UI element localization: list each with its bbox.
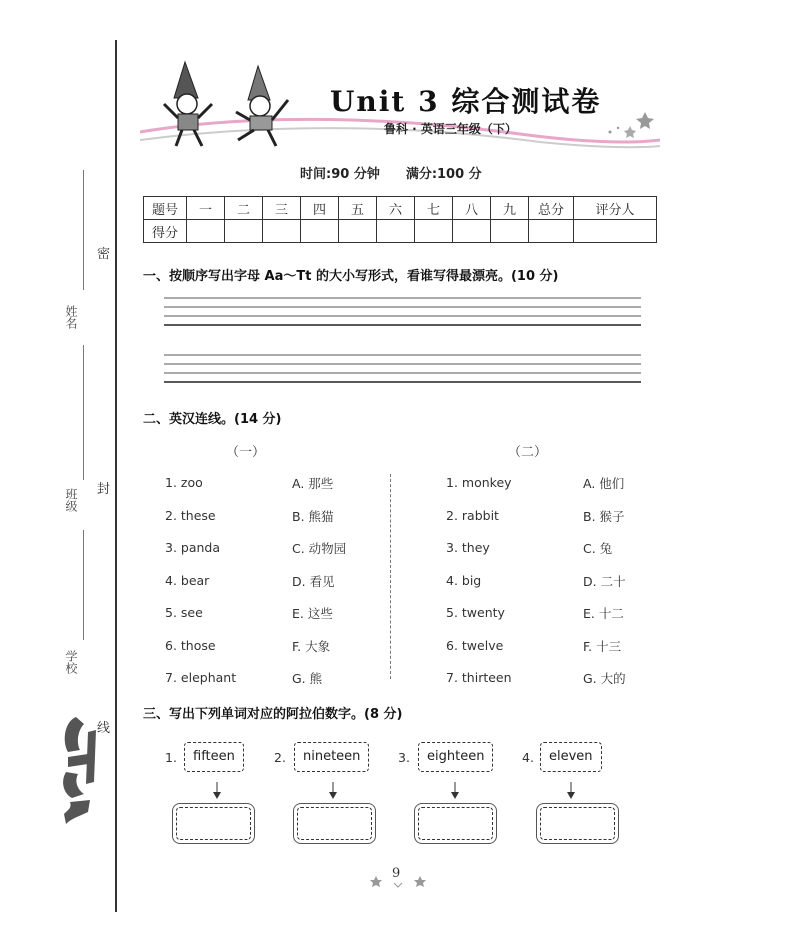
match-item-right[interactable]: C. 动物园 <box>292 541 347 556</box>
match-item-left[interactable]: 7. thirteen <box>446 670 512 685</box>
score-input-cell[interactable] <box>225 220 263 243</box>
match-item-right[interactable]: D. 看见 <box>292 574 335 589</box>
question-number: 4. <box>522 750 534 765</box>
exam-time-info: 时间:90 分钟 满分:100 分 <box>300 167 482 182</box>
kid-illustration-right <box>236 66 288 146</box>
match-item-right[interactable]: C. 兔 <box>583 541 613 556</box>
table-cell: 二 <box>225 197 263 220</box>
table-cell: 总分 <box>529 197 574 220</box>
name-field-label: 姓名 <box>64 305 78 329</box>
class-field-label: 班级 <box>64 488 78 512</box>
match-item-left[interactable]: 1. zoo <box>165 475 203 490</box>
score-input-cell[interactable] <box>301 220 339 243</box>
name-underline <box>83 170 84 290</box>
score-input-cell[interactable] <box>529 220 574 243</box>
match-item-right[interactable]: B. 熊猫 <box>292 509 334 524</box>
match-item-right[interactable]: A. 那些 <box>292 476 334 491</box>
table-cell: 四 <box>301 197 339 220</box>
match-item-left[interactable]: 5. twenty <box>446 605 505 620</box>
score-table-header-row <box>144 197 657 220</box>
table-cell: 九 <box>491 197 529 220</box>
table-cell: 一 <box>187 197 225 220</box>
page-subtitle: 鲁科 · 英语三年级（下） <box>384 122 517 136</box>
answer-box[interactable] <box>540 807 615 840</box>
match-item-right[interactable]: D. 二十 <box>583 574 626 589</box>
match-item-right[interactable]: A. 他们 <box>583 476 625 491</box>
match-item-left[interactable]: 2. these <box>165 508 216 523</box>
table-cell: 得分 <box>144 220 187 243</box>
score-input-cell[interactable] <box>377 220 415 243</box>
score-input-cell[interactable] <box>453 220 491 243</box>
table-cell: 评分人 <box>574 197 657 220</box>
number-word-box: nineteen <box>294 742 369 772</box>
down-arrow-icon <box>212 782 222 800</box>
handwriting-lines[interactable] <box>164 297 641 393</box>
section2-title: 二、英汉连线。(14 分) <box>143 412 282 427</box>
question-number: 2. <box>274 750 286 765</box>
match-item-right[interactable]: G. 熊 <box>292 671 323 686</box>
match-item-right[interactable]: G. 大的 <box>583 671 626 686</box>
group2-label: （二） <box>508 445 548 460</box>
answer-box[interactable] <box>176 807 251 840</box>
score-table <box>143 196 657 243</box>
class-underline <box>83 345 84 480</box>
down-arrow-icon <box>328 782 338 800</box>
section3-title: 三、写出下列单词对应的阿拉伯数字。(8 分) <box>143 707 403 722</box>
score-input-cell[interactable] <box>263 220 301 243</box>
school-field-label: 学校 <box>64 650 78 674</box>
brand-logo <box>54 712 104 832</box>
match-item-right[interactable]: F. 十三 <box>583 639 622 654</box>
binding-margin-line <box>115 40 117 912</box>
answer-box[interactable] <box>418 807 493 840</box>
number-word-box: eleven <box>540 742 602 772</box>
match-item-left[interactable]: 6. those <box>165 638 216 653</box>
match-item-right[interactable]: E. 十二 <box>583 606 624 621</box>
table-cell: 八 <box>453 197 491 220</box>
score-input-cell[interactable] <box>491 220 529 243</box>
match-item-left[interactable]: 4. big <box>446 573 482 588</box>
match-item-right[interactable]: F. 大象 <box>292 639 331 654</box>
down-arrow-icon <box>566 782 576 800</box>
number-word-box: fifteen <box>184 742 244 772</box>
score-input-cell[interactable] <box>339 220 377 243</box>
table-cell: 题号 <box>144 197 187 220</box>
match-item-left[interactable]: 2. rabbit <box>446 508 499 523</box>
match-item-left[interactable]: 3. they <box>446 540 490 555</box>
answer-box[interactable] <box>297 807 372 840</box>
score-input-cell[interactable] <box>415 220 453 243</box>
school-underline <box>83 530 84 640</box>
seal-word-feng: 封 <box>97 482 111 497</box>
match-item-left[interactable]: 3. panda <box>165 540 221 555</box>
seal-word-xian: 线 <box>97 721 111 736</box>
question-number: 1. <box>165 750 177 765</box>
number-word-box: eighteen <box>418 742 493 772</box>
match-item-left[interactable]: 6. twelve <box>446 638 504 653</box>
seal-word-mi: 密 <box>97 247 111 262</box>
table-cell: 五 <box>339 197 377 220</box>
match-item-right[interactable]: E. 这些 <box>292 606 333 621</box>
section1-title: 一、按顺序写出字母 Aa～Tt 的大小写形式，看谁写得最漂亮。(10 分) <box>143 269 559 284</box>
score-table-score-row <box>144 220 657 243</box>
score-input-cell[interactable] <box>574 220 657 243</box>
match-item-left[interactable]: 1. monkey <box>446 475 512 490</box>
score-input-cell[interactable] <box>187 220 225 243</box>
table-cell: 六 <box>377 197 415 220</box>
table-cell: 七 <box>415 197 453 220</box>
match-item-left[interactable]: 4. bear <box>165 573 210 588</box>
table-cell: 三 <box>263 197 301 220</box>
group-separator <box>390 474 391 679</box>
match-item-left[interactable]: 7. elephant <box>165 670 237 685</box>
down-arrow-icon <box>450 782 460 800</box>
page-title: Unit 3 综合测试卷 <box>330 85 602 118</box>
group1-label: （一） <box>226 445 266 460</box>
match-item-right[interactable]: B. 猴子 <box>583 509 625 524</box>
question-number: 3. <box>398 750 410 765</box>
page-number: 9 <box>392 866 401 881</box>
match-item-left[interactable]: 5. see <box>165 605 203 620</box>
